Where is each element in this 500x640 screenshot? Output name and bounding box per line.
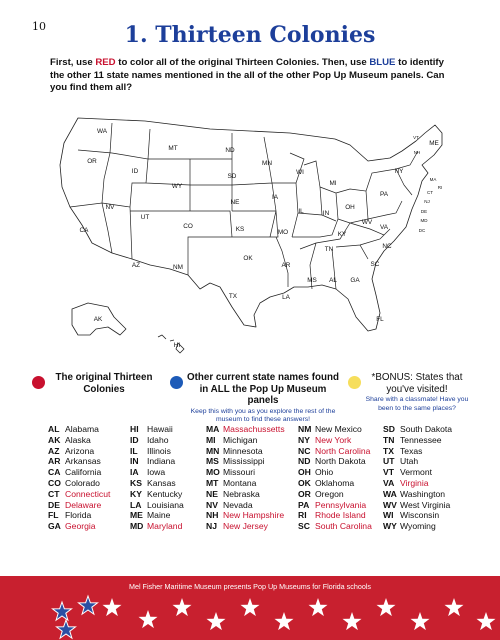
state-abbreviation: MO	[206, 467, 220, 478]
map-label: HI	[173, 342, 181, 349]
state-name: Maryland	[147, 521, 183, 532]
state-name: Illinois	[147, 445, 171, 456]
state-entry	[298, 500, 372, 511]
map-label: AL	[329, 277, 337, 284]
state-name: West Virginia	[400, 499, 451, 510]
state-entry	[48, 456, 110, 467]
state-entry	[130, 435, 184, 446]
state-entry	[298, 489, 372, 500]
map-label: GA	[350, 277, 360, 284]
state-abbreviation: ID	[130, 434, 139, 445]
state-entry	[206, 424, 285, 435]
state-entry	[206, 521, 285, 532]
state-name: Utah	[400, 456, 419, 467]
state-entry	[383, 467, 452, 478]
state-name: Connecticut	[65, 488, 111, 499]
state-name: Vermont	[400, 467, 433, 478]
star-pattern	[0, 576, 500, 640]
state-abbreviation: NJ	[206, 521, 217, 532]
state-name: Wyoming	[400, 521, 436, 532]
state-abbreviation: NE	[206, 488, 218, 499]
state-entry	[206, 489, 285, 500]
map-label: NC	[382, 243, 392, 250]
map-label: WA	[96, 128, 108, 135]
state-abbreviation: GA	[48, 521, 61, 532]
state-name: Georgia	[65, 521, 96, 532]
state-abbreviation: CT	[48, 488, 60, 499]
map-label: PA	[379, 191, 389, 198]
map-label: OR	[87, 158, 97, 165]
state-name: North Carolina	[315, 445, 371, 456]
state-name: Indiana	[147, 456, 176, 467]
state-name: Nevada	[223, 499, 253, 510]
state-abbreviation: UT	[383, 456, 395, 467]
legend-title: *BONUS: States that you've visited!	[371, 372, 463, 395]
state-name: New Mexico	[315, 424, 362, 434]
map-label: WI	[296, 169, 304, 176]
map-label: NH	[413, 150, 421, 155]
us-map	[50, 103, 460, 365]
state-abbreviation: PA	[298, 499, 310, 510]
instructions-blue-word: BLUE	[369, 57, 396, 68]
map-label: ND	[225, 147, 235, 154]
state-name: Kentucky	[147, 488, 183, 499]
blue-star-icon	[53, 602, 72, 620]
map-label: ME	[429, 140, 439, 147]
state-abbreviation: IA	[130, 467, 139, 478]
map-label: SC	[370, 261, 380, 268]
map-label: MT	[168, 145, 178, 152]
state-name: Idaho	[147, 434, 169, 445]
state-name: New Hampshire	[223, 510, 285, 521]
state-abbreviation: NM	[298, 424, 312, 434]
state-name: Hawaii	[147, 424, 173, 434]
state-entry	[383, 478, 452, 489]
star-icon	[477, 612, 496, 630]
state-entry	[130, 510, 184, 521]
state-entry	[383, 456, 452, 467]
state-abbreviation: AZ	[48, 445, 60, 456]
state-abbreviation: MN	[206, 445, 220, 456]
map-label: NV	[105, 204, 115, 211]
state-entry	[298, 435, 372, 446]
state-abbreviation: VT	[383, 467, 394, 478]
state-entry	[48, 500, 110, 511]
state-entry	[130, 500, 184, 511]
state-column-2	[130, 424, 184, 532]
state-abbreviation: SD	[383, 424, 395, 434]
state-name: California	[65, 467, 102, 478]
map-label: NE	[230, 199, 240, 206]
us-map-svg	[50, 103, 460, 365]
state-abbreviation: TN	[383, 434, 395, 445]
map-label: KY	[337, 231, 347, 238]
state-entry	[206, 500, 285, 511]
state-name: Mississippi	[223, 456, 265, 467]
state-entry	[206, 435, 285, 446]
state-name: Louisiana	[147, 499, 184, 510]
state-name: Arkansas	[65, 456, 101, 467]
state-column-1	[48, 424, 110, 532]
state-name: Alaska	[65, 434, 91, 445]
state-name: Nebraska	[223, 488, 260, 499]
state-name: Ohio	[315, 467, 334, 478]
state-entry	[298, 467, 372, 478]
state-abbreviation: AL	[48, 424, 60, 434]
map-label: AK	[93, 316, 103, 323]
map-label: IN	[322, 210, 330, 217]
state-abbreviation: ME	[130, 510, 143, 521]
map-label: SD	[227, 173, 237, 180]
legend-title: Other current state names found in ALL the Pop Up Museum panels	[187, 372, 339, 406]
state-abbreviation: KS	[130, 477, 142, 488]
state-entry	[206, 446, 285, 457]
state-name: New Jersey	[223, 521, 268, 532]
state-abbreviation: MI	[206, 434, 216, 445]
state-entry	[383, 510, 452, 521]
map-label: MI	[329, 180, 337, 187]
instructions-part-1: First, use	[50, 57, 96, 68]
state-entry	[383, 424, 452, 435]
blue-star-icon	[79, 596, 98, 614]
footer-banner	[0, 576, 500, 640]
state-name: Tennessee	[400, 434, 442, 445]
map-label: ID	[131, 168, 139, 175]
state-abbreviation: WV	[383, 499, 397, 510]
state-abbreviation: TX	[383, 445, 394, 456]
blue-dot-icon	[170, 376, 183, 389]
map-label: AR	[281, 262, 291, 269]
star-icon	[411, 612, 430, 630]
state-abbreviation: IL	[130, 445, 138, 456]
map-label: MN	[262, 160, 272, 167]
state-entry	[298, 424, 372, 435]
map-label: NM	[173, 264, 183, 271]
state-name: Montana	[223, 477, 257, 488]
map-label: WY	[171, 183, 183, 190]
star-icon	[309, 598, 328, 616]
state-name: Alabama	[65, 424, 99, 434]
state-name: Oklahoma	[315, 477, 355, 488]
map-label: IA	[271, 194, 279, 201]
map-label: DE	[420, 209, 428, 214]
star-icon	[103, 598, 122, 616]
state-abbreviation: NH	[206, 510, 219, 521]
state-abbreviation: SC	[298, 521, 310, 532]
map-label: KS	[235, 226, 245, 233]
state-entry	[48, 478, 110, 489]
state-entry	[130, 478, 184, 489]
state-name: Kansas	[147, 477, 176, 488]
map-label: OK	[243, 255, 253, 262]
state-name: Washington	[400, 488, 446, 499]
state-abbreviation: MD	[130, 521, 144, 532]
state-abbreviation: WA	[383, 488, 397, 499]
state-abbreviation: RI	[298, 510, 307, 521]
yellow-dot-icon	[348, 376, 361, 389]
state-entry	[130, 446, 184, 457]
state-abbreviation: KY	[130, 488, 142, 499]
map-label: CA	[79, 227, 89, 234]
state-abbreviation: MA	[206, 424, 220, 434]
instructions	[50, 57, 460, 95]
map-label: UT	[140, 214, 150, 221]
state-name: South Carolina	[315, 521, 372, 532]
state-entry	[48, 467, 110, 478]
legend-blue	[170, 372, 340, 427]
state-name: Florida	[65, 510, 92, 521]
state-name: Michigan	[223, 434, 258, 445]
legend-title: The original Thirteen Colonies	[55, 372, 153, 395]
state-abbreviation: OK	[298, 477, 311, 488]
state-abbreviation: NC	[298, 445, 311, 456]
state-abbreviation: HI	[130, 424, 139, 434]
map-label: AZ	[131, 262, 141, 269]
state-entry	[298, 521, 372, 532]
map-label: MA	[429, 177, 437, 182]
state-column-4	[298, 424, 372, 532]
map-label: LA	[282, 294, 290, 301]
state-entry	[383, 500, 452, 511]
state-abbreviation: WI	[383, 510, 394, 521]
footer-text: Mel Fisher Maritime Museum presents Pop Up Museums for Florida schools	[128, 582, 372, 591]
map-label: TX	[228, 293, 238, 300]
star-icon	[275, 612, 294, 630]
state-name: Rhode Island	[315, 510, 366, 521]
legend-yellow	[348, 372, 470, 427]
map-label: IL	[298, 208, 304, 215]
map-label: RI	[437, 185, 443, 190]
state-entry	[298, 446, 372, 457]
state-entry	[298, 456, 372, 467]
state-entry	[206, 478, 285, 489]
blue-star-icon	[57, 620, 76, 638]
state-name: Colorado	[65, 477, 100, 488]
state-abbreviation: OR	[298, 488, 311, 499]
instructions-part-2: to color all of the original Thirteen Colonies. Then, use	[115, 57, 370, 68]
map-label: MO	[277, 229, 289, 236]
state-entry	[48, 424, 110, 435]
state-entry	[130, 424, 184, 435]
state-entry	[383, 435, 452, 446]
state-entry	[298, 478, 372, 489]
map-label: DC	[418, 228, 426, 233]
state-name: Arizona	[65, 445, 95, 456]
map-label: TN	[324, 246, 334, 253]
map-label: NY	[394, 168, 404, 175]
state-name: North Dakota	[315, 456, 366, 467]
state-entry	[130, 489, 184, 500]
state-abbreviation: FL	[48, 510, 59, 521]
state-name: Virginia	[400, 477, 429, 488]
state-list	[48, 424, 468, 584]
state-name: Iowa	[147, 467, 166, 478]
state-abbreviation: VA	[383, 477, 395, 488]
state-entry	[383, 446, 452, 457]
map-label: CO	[183, 223, 193, 230]
star-icon	[207, 612, 226, 630]
state-abbreviation: LA	[130, 499, 142, 510]
state-entry	[298, 510, 372, 521]
state-name: Minnesota	[223, 445, 263, 456]
map-label: WV	[361, 219, 373, 226]
state-abbreviation: OH	[298, 467, 311, 478]
map-label: FL	[376, 316, 384, 323]
state-abbreviation: AR	[48, 456, 61, 467]
star-icon	[445, 598, 464, 616]
state-entry	[48, 446, 110, 457]
state-abbreviation: AK	[48, 434, 61, 445]
state-entry	[130, 521, 184, 532]
instructions-red-word: RED	[95, 57, 116, 68]
star-icon	[377, 598, 396, 616]
state-name: Texas	[400, 445, 423, 456]
state-abbreviation: ND	[298, 456, 311, 467]
state-name: Wisconsin	[400, 510, 440, 521]
legend-note: Keep this with you as you explore the rest of the museum to find these answers!	[190, 407, 336, 423]
map-label: OH	[345, 204, 355, 211]
map-label: VA	[379, 224, 389, 231]
state-entry	[130, 456, 184, 467]
state-entry	[48, 510, 110, 521]
state-abbreviation: NY	[298, 434, 310, 445]
state-abbreviation: CA	[48, 467, 61, 478]
state-name: South Dakota	[400, 424, 453, 434]
state-abbreviation: MT	[206, 477, 219, 488]
state-name: Maine	[147, 510, 171, 521]
state-abbreviation: NV	[206, 499, 218, 510]
map-label: NJ	[424, 199, 430, 204]
instructions-part-3: to identify the other 11 state names mentioned in the all of the other Pop Up Museum panels. Can you find them all?	[50, 57, 445, 93]
map-label: MS	[307, 277, 317, 284]
map-label: CT	[427, 190, 433, 195]
page-number: 10	[32, 20, 46, 33]
state-abbreviation: IN	[130, 456, 139, 467]
state-entry	[48, 435, 110, 446]
state-entry	[206, 510, 285, 521]
state-entry	[48, 489, 110, 500]
state-abbreviation: MS	[206, 456, 219, 467]
state-entry	[383, 521, 452, 532]
state-abbreviation: CO	[48, 477, 61, 488]
star-icon	[241, 598, 260, 616]
star-icon	[173, 598, 192, 616]
state-entry	[48, 521, 110, 532]
state-name: New York	[315, 434, 352, 445]
legend-red	[32, 372, 160, 427]
red-dot-icon	[32, 376, 45, 389]
state-abbreviation: WY	[383, 521, 397, 532]
state-entry	[130, 467, 184, 478]
state-entry	[206, 456, 285, 467]
state-abbreviation: DE	[48, 499, 60, 510]
state-name: Missouri	[223, 467, 255, 478]
star-icon	[343, 612, 362, 630]
map-label: VT	[413, 135, 419, 140]
state-name: Delaware	[65, 499, 102, 510]
state-name: Oregon	[315, 488, 344, 499]
state-name: Pennsylvania	[315, 499, 367, 510]
legend-note: Share with a classmate! Have you been to the same places?	[365, 396, 469, 412]
state-column-3	[206, 424, 285, 532]
state-column-5	[383, 424, 452, 532]
map-label: MD	[420, 218, 428, 223]
page-title: 1. Thirteen Colonies	[124, 22, 376, 48]
state-name: Massachussetts	[223, 424, 285, 434]
star-icon	[139, 610, 158, 628]
state-entry	[206, 467, 285, 478]
state-entry	[383, 489, 452, 500]
